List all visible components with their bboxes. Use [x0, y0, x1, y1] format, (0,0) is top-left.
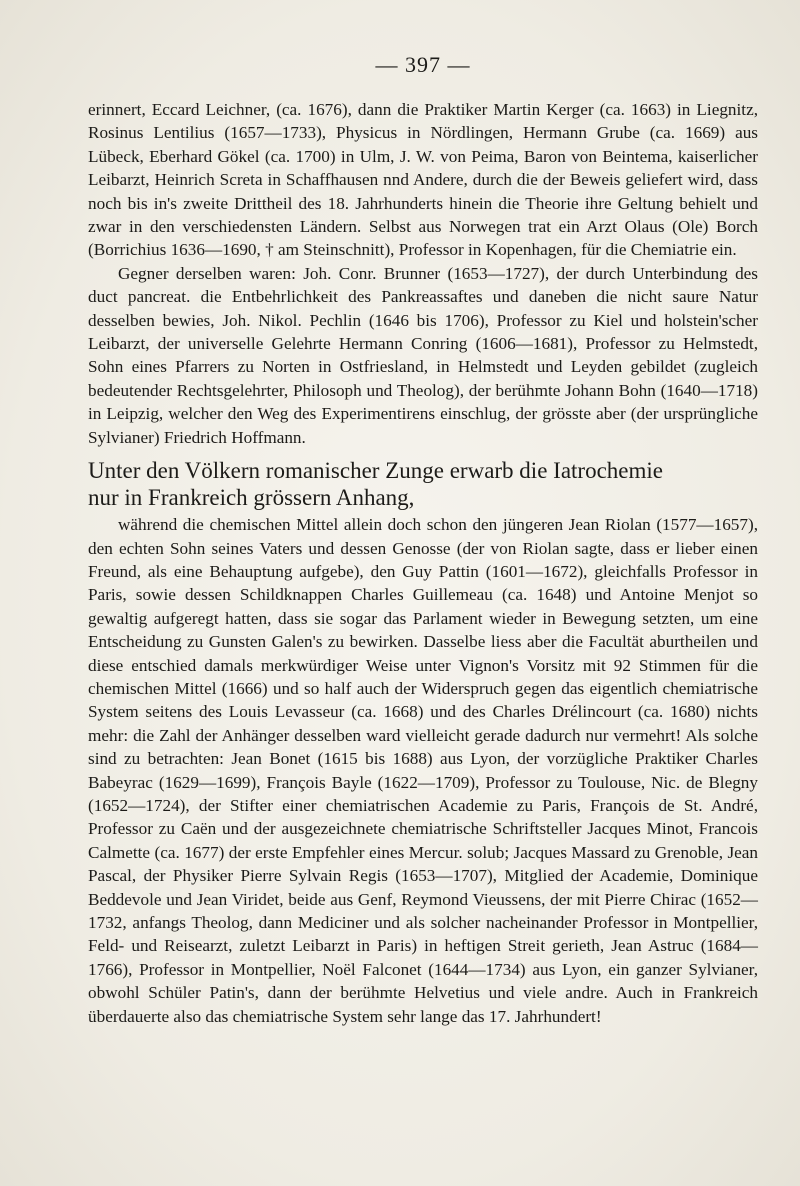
paragraph-1: erinnert, Eccard Leichner, (ca. 1676), dann die Praktiker Martin Kerger (ca. 1663) in Liegnitz, Rosinus Lentilius (1657—1733), Physicus in Nördlingen, Hermann Grube (ca. 1669) aus Lübeck, Eberhard Gökel (ca. 1700) in Ulm, J. W. von Peima, Baron von Beintema, kaiserlicher Leibarzt, Heinrich Screta in Schaffhausen nnd Andere, durch die der Beweis geliefert wird, dass noch bis in's zweite Drittheil des 18. Jahrhunderts hinein die Theorie ihre Geltung behielt und zwar in den verschiedensten Ländern. Selbst aus Norwegen trat ein Arzt Olaus (Ole) Borch (Borrichius 1636—1690, † am Steinschnitt), Professor in Kopenhagen, für die Chemiatrie ein.: [88, 100, 758, 260]
section-heading-line-1: Unter den Völkern romanischer Zunge erwarb die Iatrochemie: [88, 458, 663, 484]
body-text: [88, 98, 758, 1028]
section-heading: [88, 457, 758, 511]
page-number: — 397 —: [375, 52, 471, 77]
paragraph-3: während die chemischen Mittel allein doch schon den jüngeren Jean Riolan (1577—1657), den echten Sohn seines Vaters und dessen Genosse (der von Riolan sagte, dass er lieber einen Freund, als eine Behauptung aufgebe), den Guy Pattin (1601—1672), gleichfalls Professor in Paris, sowie dessen Schildknappen Charles Guillemeau (ca. 1648) und Antoine Menjot so gewaltig aufgeregt hatten, dass sie sogar das Parlament wieder in Bewegung setzten, um eine Entscheidung zu Gunsten Galen's zu bewirken. Dasselbe liess aber die Facultät aburtheilen und diese entschied damals merkwürdiger Weise unter Vignon's Vorsitz mit 92 Stimmen für die chemischen Mittel (1666) und so half auch der Widerspruch gegen das eigentlich chemiatrische System seitens des Louis Levasseur (ca. 1668) und des Charles Drélincourt (ca. 1680) nichts mehr: die Zahl der Anhänger desselben ward vielleicht gerade dadurch nur vermehrt! Als solche sind zu betrachten: Jean Bonet (1615 bis 1688) aus Lyon, der vorzügliche Praktiker Charles Babeyrac (1629—1699), François Bayle (1622—1709), Professor zu Toulouse, Nic. de Blegny (1652—1724), der Stifter einer chemiatrischen Academie zu Paris, François de St. André, Professor zu Caën und der ausgezeichnete chemiatrische Schriftsteller Jacques Minot, Francois Calmette (ca. 1677) der erste Empfehler eines Mercur. solub; Jacques Massard zu Grenoble, Jean Pascal, der Physiker Pierre Sylvain Regis (1653—1707), Mitglied der Academie, Dominique Beddevole und Jean Viridet, beide aus Genf, Reymond Vieussens, der mit Pierre Chirac (1652—1732, anfangs Theolog, dann Mediciner und als solcher nacheinander Professor in Montpellier, Feld- und Reisearzt, zuletzt Leibarzt in Paris) in heftigen Streit gerieth, Jean Astruc (1684—1766), Professor in Montpellier, Noël Falconet (1644—1734) aus Lyon, ein ganzer Sylvianer, obwohl Schüler Patin's, dann der berühmte Helvetius und viele andre. Auch in Frankreich überdauerte also das chemiatrische System sehr lange das 17. Jahrhundert!: [88, 515, 758, 1026]
section-heading-line-2: nur in Frankreich grössern Anhang,: [88, 485, 415, 511]
paragraph-2: Gegner derselben waren: Joh. Conr. Brunner (1653—1727), der durch Unterbindung des duct pancreat. die Entbehrlichkeit des Pankreassaftes und daneben die nicht saure Natur desselben bewies, Joh. Nikol. Pechlin (1646 bis 1706), Professor zu Kiel und holstein'scher Leibarzt, der universelle Gelehrte Hermann Conring (1606—1681), Professor zu Helmstedt, Sohn eines Pfarrers zu Norten in Ostfriesland, in Helmstedt und Leyden gebildet (zugleich bedeutender Rechtsgelehrter, Philosoph und Theolog), der berühmte Johann Bohn (1640—1718) in Leipzig, welcher den Weg des Experimentirens einschlug, der grösste aber (der ursprüngliche Sylvianer) Friedrich Hoffmann.: [88, 263, 758, 447]
